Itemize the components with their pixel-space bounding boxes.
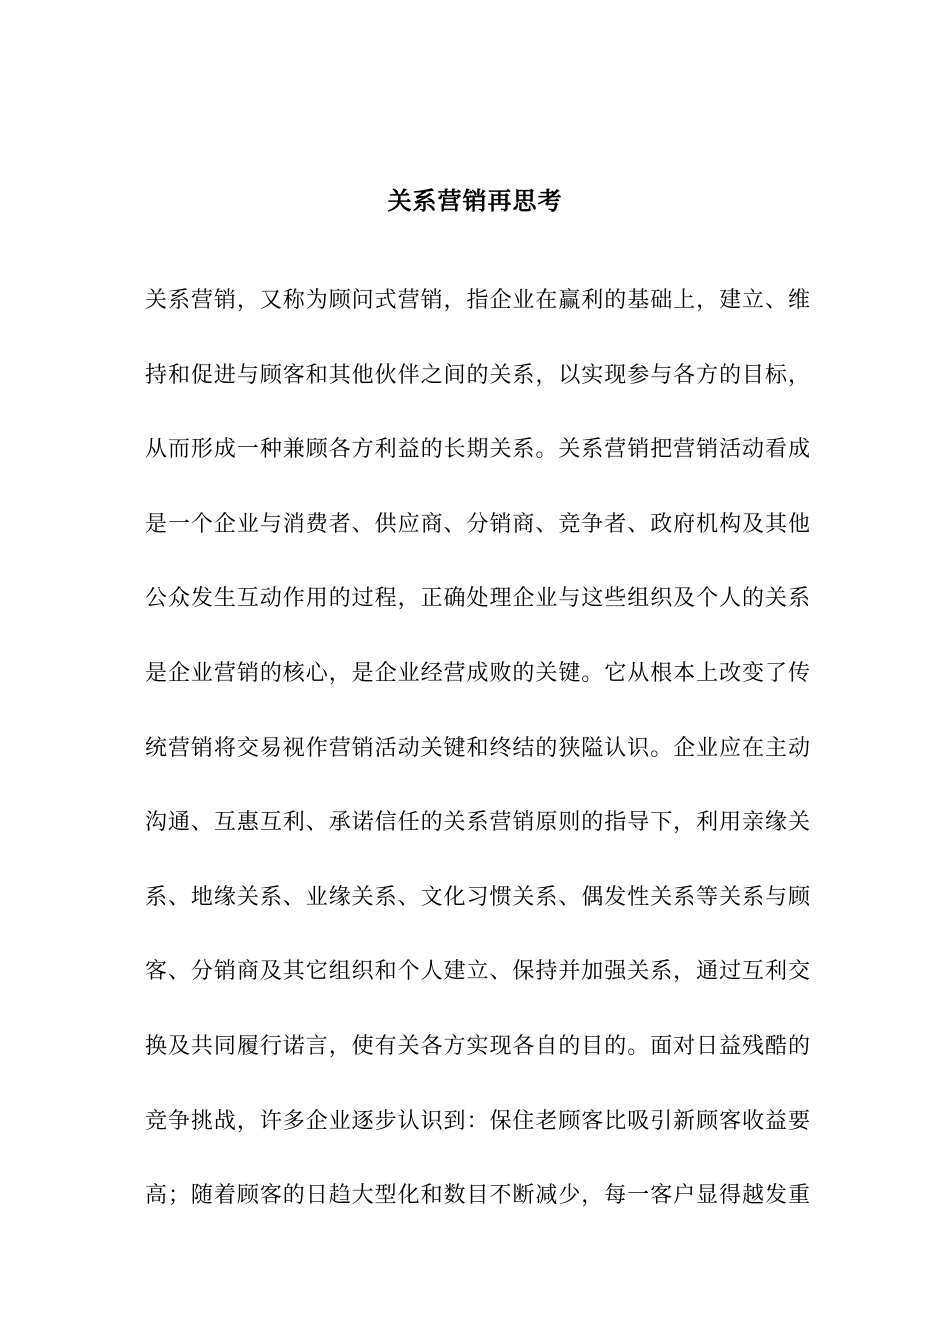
paragraph-line-8: 沟通、互惠互利、承诺信任的关系营销原则的指导下，利用亲缘关	[145, 810, 810, 836]
paragraph-line-12: 竞争挑战，许多企业逐步认识到：保住老顾客比吸引新顾客收益要	[145, 1108, 810, 1134]
paragraph-line-2: 持和促进与顾客和其他伙伴之间的关系，以实现参与各方的目标，	[145, 362, 810, 388]
document-body	[145, 279, 810, 1249]
paragraph-line-11: 换及共同履行诺言，使有关各方实现各自的目的。面对日益残酷的	[145, 1033, 810, 1059]
paragraph-line-9: 系、地缘关系、业缘关系、文化习惯关系、偶发性关系等关系与顾	[145, 884, 810, 910]
paragraph-line-13: 高；随着顾客的日趋大型化和数目不断减少，每一客户显得越发重	[145, 1183, 810, 1209]
document-title: 关系营销再思考	[387, 186, 563, 215]
paragraph-line-7: 统营销将交易视作营销活动关键和终结的狭隘认识。企业应在主动	[145, 735, 810, 761]
paragraph-line-4: 是一个企业与消费者、供应商、分销商、竞争者、政府机构及其他	[145, 511, 810, 537]
paragraph-line-3: 从而形成一种兼顾各方利益的长期关系。关系营销把营销活动看成	[145, 437, 810, 463]
paragraph-line-6: 是企业营销的核心，是企业经营成败的关键。它从根本上改变了传	[145, 660, 810, 686]
paragraph-line-1: 关系营销，又称为顾问式营销，指企业在赢利的基础上，建立、维	[145, 288, 810, 313]
paragraph-line-5: 公众发生互动作用的过程，正确处理企业与这些组织及个人的关系	[145, 586, 810, 612]
paragraph-line-10: 客、分销商及其它组织和个人建立、保持并加强关系，通过互利交	[145, 959, 810, 985]
